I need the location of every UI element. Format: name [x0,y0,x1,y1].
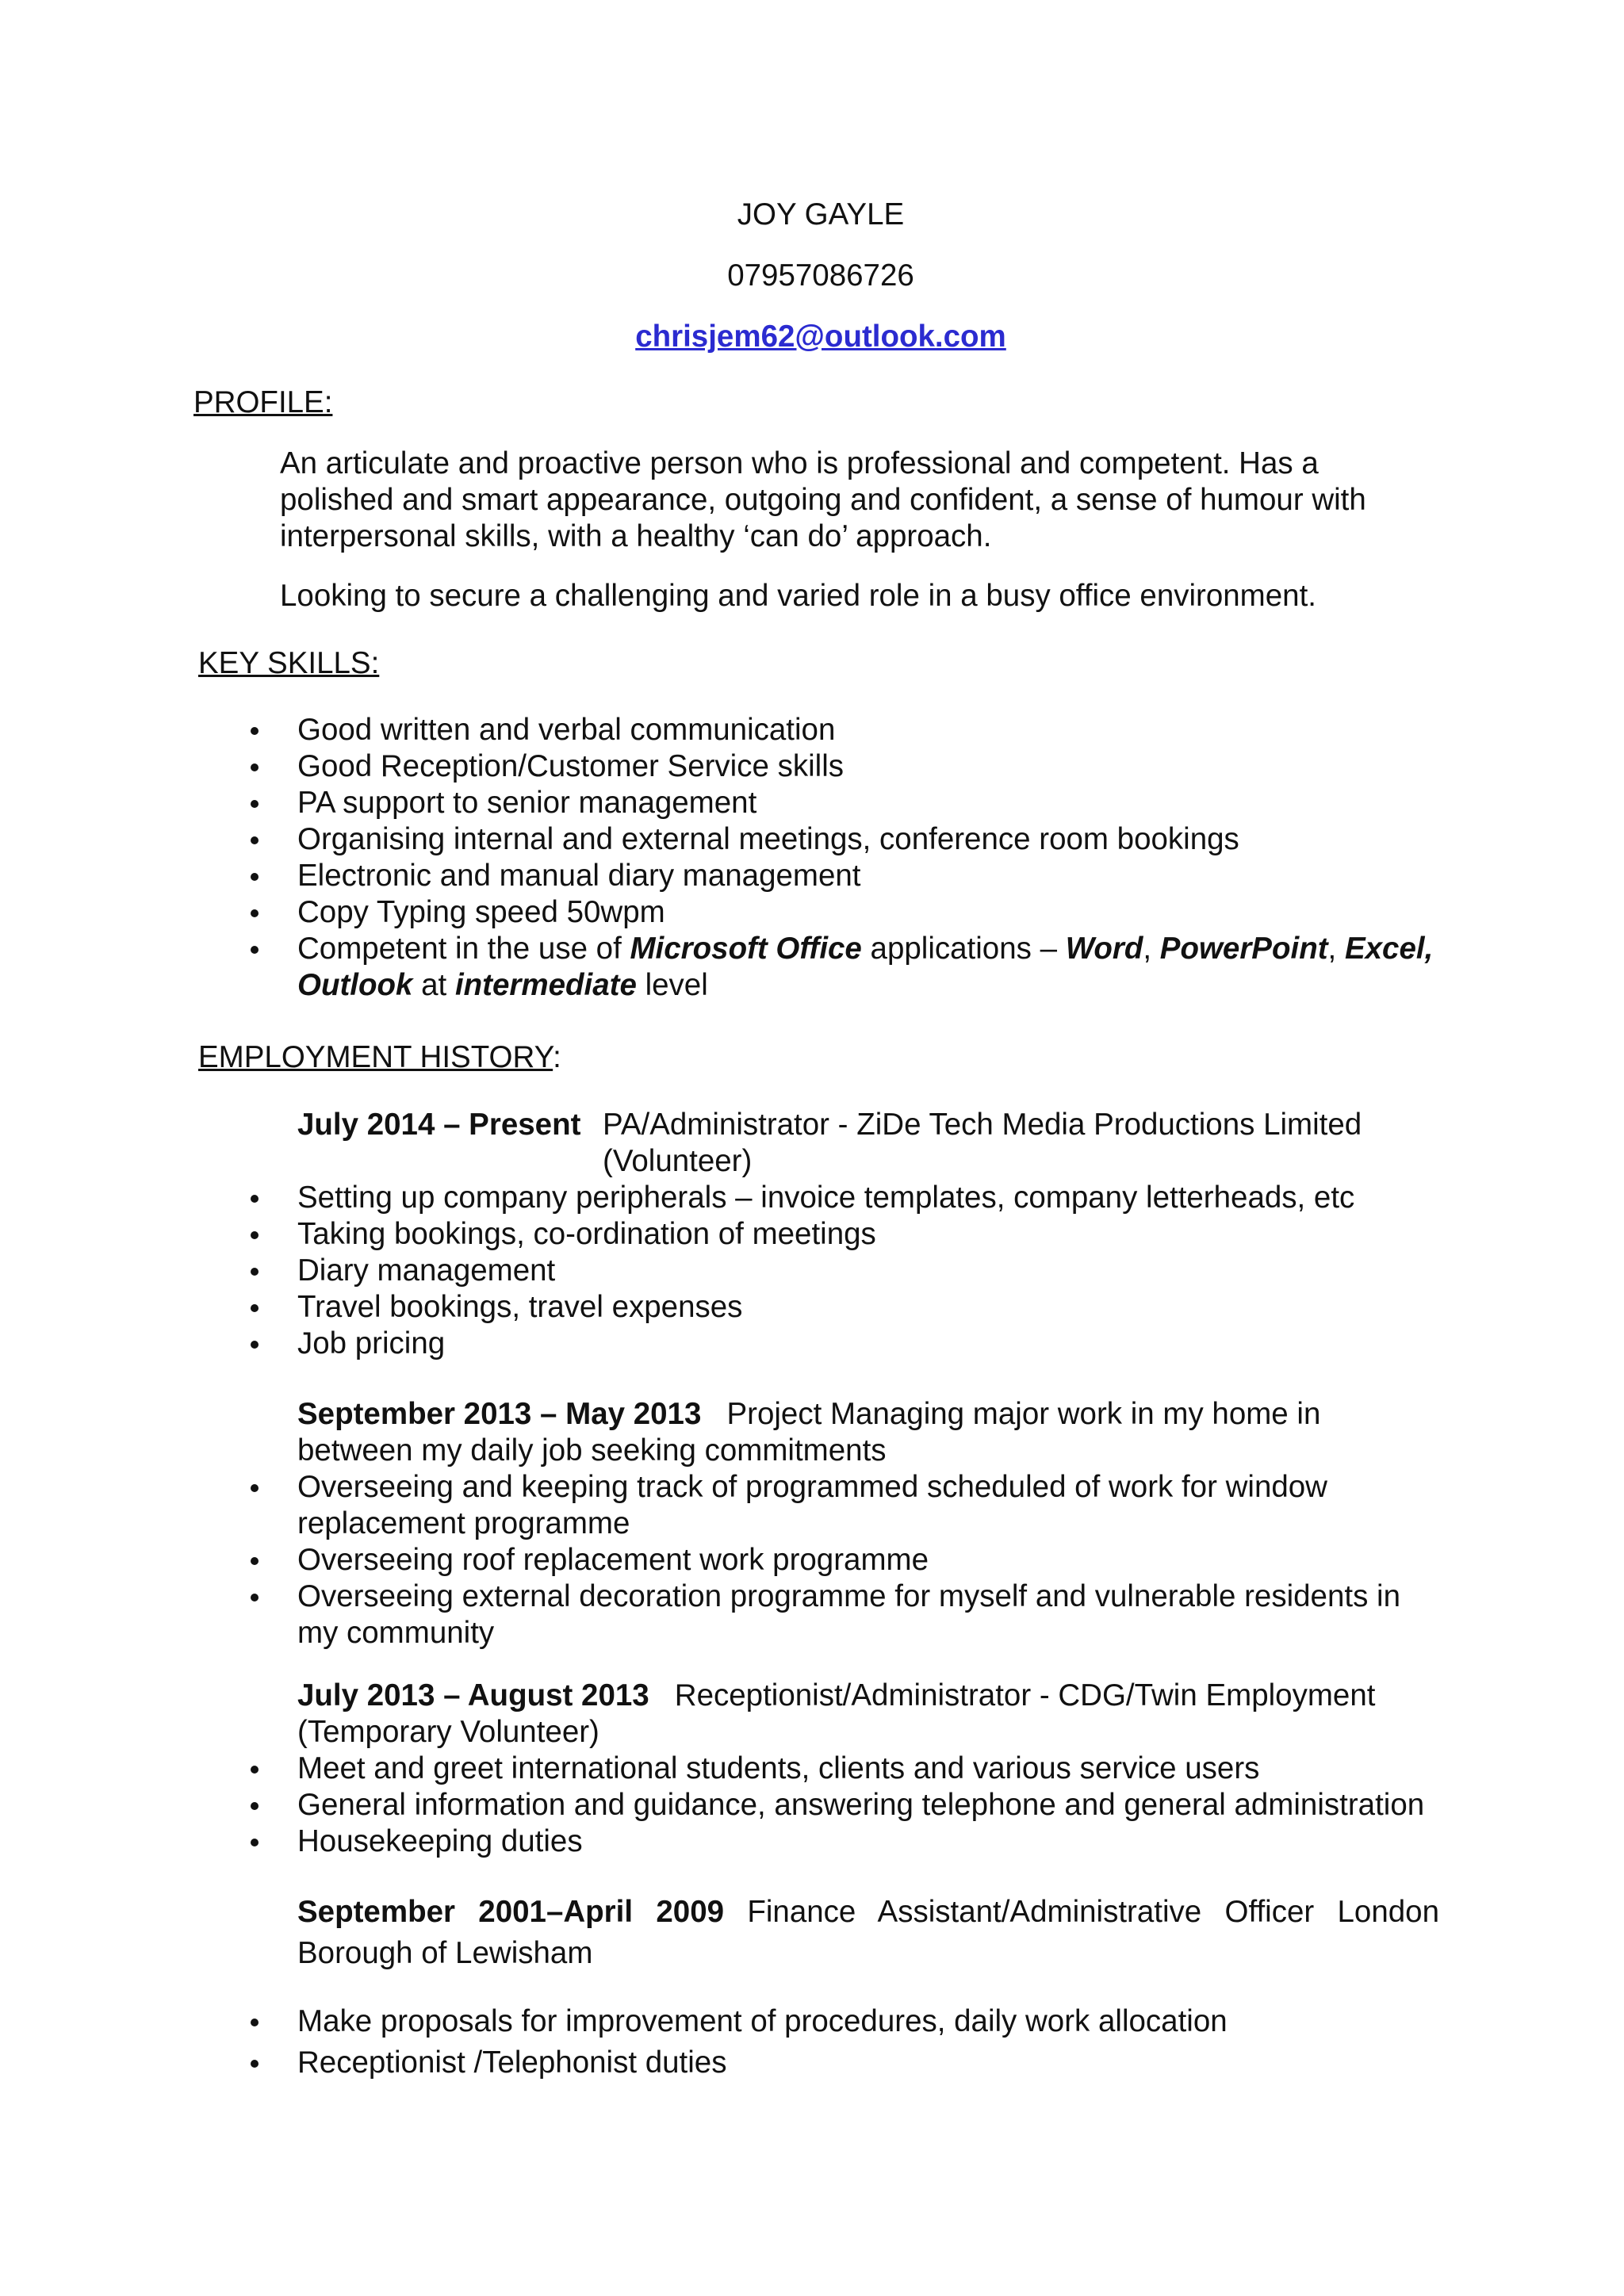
list-item [0,858,1439,894]
job-dates: September 2013 – May 2013 [297,1397,702,1431]
list-item [0,821,1439,858]
list-item: General information and guidance, answering telephone and general administration [0,1787,1439,1823]
bullet-icon [251,1839,259,1846]
job-entry-header [297,1107,1439,1178]
profile-heading: PROFILE: [193,385,333,419]
job-title: Project Managing major work in my home in between my daily job seeking commitments [297,1397,1321,1468]
key-skills-list [0,712,1439,1004]
list-item: Travel bookings, travel expenses [0,1289,1439,1326]
job-duties-list [0,2003,1439,2086]
bullet-icon [251,800,259,808]
list-item: Overseeing and keeping track of programmed scheduled of work for window replacement programme [0,1469,1439,1542]
list-item: Setting up company peripherals – invoice templates, company letterheads, etc [0,1180,1439,1216]
list-item [0,931,1439,1004]
bullet-icon [251,727,259,735]
skill-text: Organising internal and external meetings, conference room bookings [297,822,1239,856]
list-item: Overseeing roof replacement work programme [0,1542,1439,1578]
profile-objective: Looking to secure a challenging and varied role in a busy office environment. [280,579,1316,613]
candidate-name: JOY GAYLE [737,197,905,232]
skill-text: Good written and verbal communication [297,713,836,747]
employment-heading: EMPLOYMENT HISTORY: [198,1040,561,1074]
job-dates: July 2013 – August 2013 [297,1678,649,1712]
job-entry-header [297,1892,1439,1974]
list-item: Receptionist /Telephonist duties [0,2045,1439,2081]
skill-text: Competent in the use of Microsoft Office applications – Word, PowerPoint, Excel, Outlook at intermediate level [297,932,1434,1002]
skill-text: PA support to senior management [297,786,757,820]
bullet-icon [251,1304,259,1312]
bullet-icon [251,909,259,917]
bullet-icon [251,2019,259,2026]
email-link[interactable]: chrisjem62@outlook.com [635,320,1006,354]
bullet-icon [251,1231,259,1239]
list-item: Housekeeping duties [0,1823,1439,1860]
list-item [0,712,1439,748]
bullet-icon [251,946,259,954]
bullet-icon [251,1484,259,1492]
skill-text: Electronic and manual diary management [297,859,861,893]
bullet-icon [251,836,259,844]
list-item: Taking bookings, co-ordination of meetings [0,1216,1439,1253]
job-duties-list [0,1180,1439,1362]
phone-number: 07957086726 [727,258,914,293]
list-item [0,748,1439,785]
bullet-icon [251,1341,259,1349]
job-title: Receptionist/Administrator - CDG/Twin Employment (Temporary Volunteer) [297,1678,1376,1749]
job-title: Finance Assistant/Administrative Officer London Borough of Lewisham [297,1895,1439,1970]
bullet-icon [251,873,259,881]
list-item: Make proposals for improvement of procedures, daily work allocation [0,2003,1439,2040]
list-item: Overseeing external decoration programme for myself and vulnerable residents in my community [0,1578,1439,1651]
bullet-icon [251,1557,259,1565]
job-title: PA/Administrator - ZiDe Tech Media Productions Limited (Volunteer) [603,1108,1362,1178]
job-duties-list [0,1751,1439,1860]
bullet-icon [251,2060,259,2068]
job-duties-list [0,1469,1439,1651]
list-item [0,894,1439,931]
skill-text: Copy Typing speed 50wpm [297,895,665,929]
list-item: Job pricing [0,1326,1439,1362]
profile-paragraph: An articulate and proactive person who is professional and competent. Has a polished and smart appearance, outgoing and confident, a sense of humour with interpersonal skills, with a healthy ‘can do’ approach. [280,446,1366,553]
job-dates: July 2014 – Present [297,1108,581,1142]
list-item [0,785,1439,821]
email-line [0,319,1624,355]
key-skills-heading: KEY SKILLS: [198,646,380,680]
job-entry-header [297,1678,1439,1751]
job-dates: September 2001–April 2009 [297,1895,725,1929]
bullet-icon [251,1268,259,1276]
list-item: Diary management [0,1253,1439,1289]
bullet-icon [251,763,259,771]
bullet-icon [251,1766,259,1774]
bullet-icon [251,1195,259,1203]
job-entry-header [297,1396,1439,1469]
skill-text: Good Reception/Customer Service skills [297,749,844,783]
list-item: Meet and greet international students, clients and various service users [0,1751,1439,1787]
bullet-icon [251,1594,259,1601]
bullet-icon [251,1802,259,1810]
